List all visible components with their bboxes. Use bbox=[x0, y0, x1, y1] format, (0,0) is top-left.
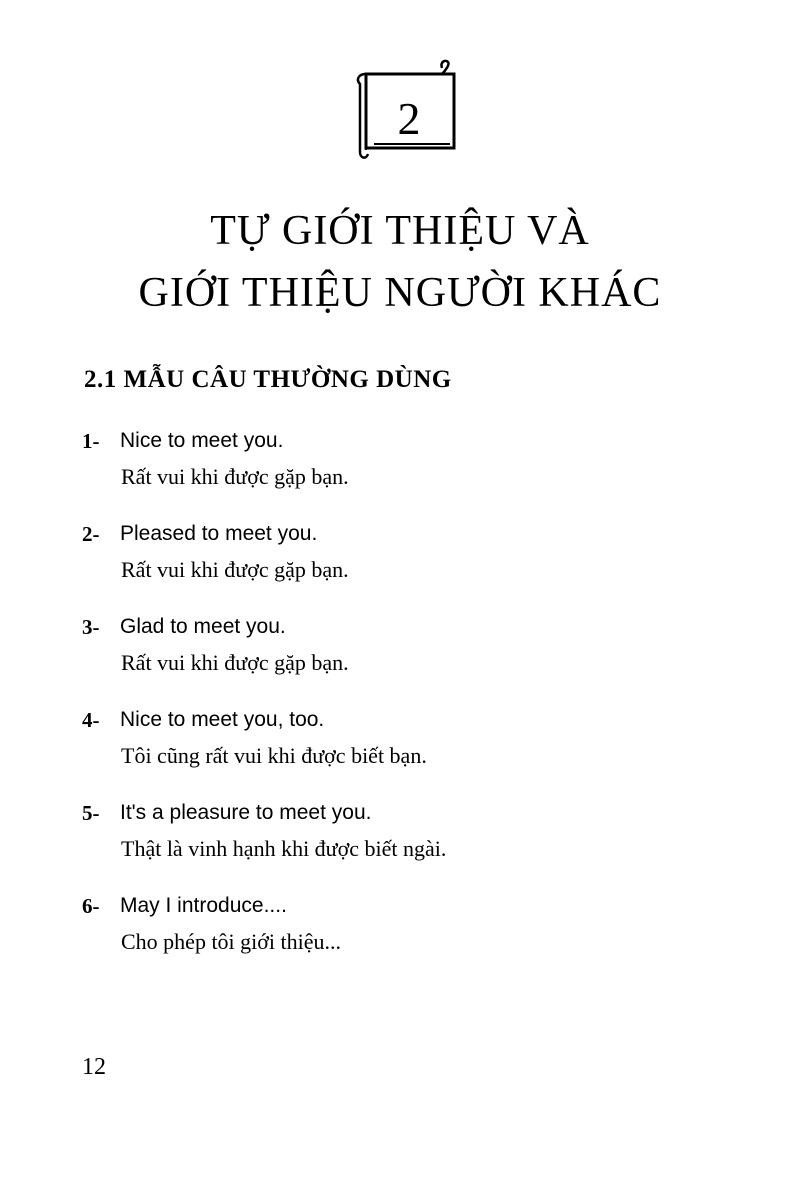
item-english: May I introduce.... bbox=[120, 894, 287, 917]
item-number: 2- bbox=[82, 522, 100, 546]
item-english: It's a pleasure to meet you. bbox=[120, 801, 372, 824]
item-vietnamese: Thật là vinh hạnh khi được biết ngài. bbox=[121, 836, 447, 861]
list-item bbox=[0, 428, 800, 512]
item-english: Nice to meet you, too. bbox=[120, 708, 325, 731]
item-vietnamese: Rất vui khi được gặp bạn. bbox=[121, 650, 349, 675]
item-vietnamese: Tôi cũng rất vui khi được biết bạn. bbox=[121, 743, 427, 768]
item-vietnamese: Rất vui khi được gặp bạn. bbox=[121, 557, 349, 582]
list-item bbox=[0, 893, 800, 977]
item-number: 6- bbox=[82, 894, 100, 918]
item-number: 5- bbox=[82, 801, 100, 825]
chapter-number: 2 bbox=[397, 93, 421, 144]
item-vietnamese: Cho phép tôi giới thiệu... bbox=[121, 929, 342, 954]
item-english: Pleased to meet you. bbox=[120, 522, 318, 545]
chapter-title-line-1: TỰ GIỚI THIỆU VÀ bbox=[210, 208, 590, 254]
list-item bbox=[0, 800, 800, 884]
list-item bbox=[0, 707, 800, 791]
item-vietnamese: Rất vui khi được gặp bạn. bbox=[121, 464, 349, 489]
list-item bbox=[0, 521, 800, 605]
item-number: 3- bbox=[82, 615, 100, 639]
chapter-scroll-banner bbox=[350, 56, 462, 168]
section-heading: 2.1 MẪU CÂU THƯỜNG DÙNG bbox=[84, 366, 452, 393]
chapter-title-line-2: GIỚI THIỆU NGƯỜI KHÁC bbox=[138, 270, 662, 316]
item-number: 4- bbox=[82, 708, 100, 732]
item-english: Glad to meet you. bbox=[120, 615, 286, 638]
item-english: Nice to meet you. bbox=[120, 429, 284, 452]
page-number: 12 bbox=[82, 1054, 106, 1080]
item-number: 1- bbox=[82, 429, 100, 453]
list-item bbox=[0, 614, 800, 698]
